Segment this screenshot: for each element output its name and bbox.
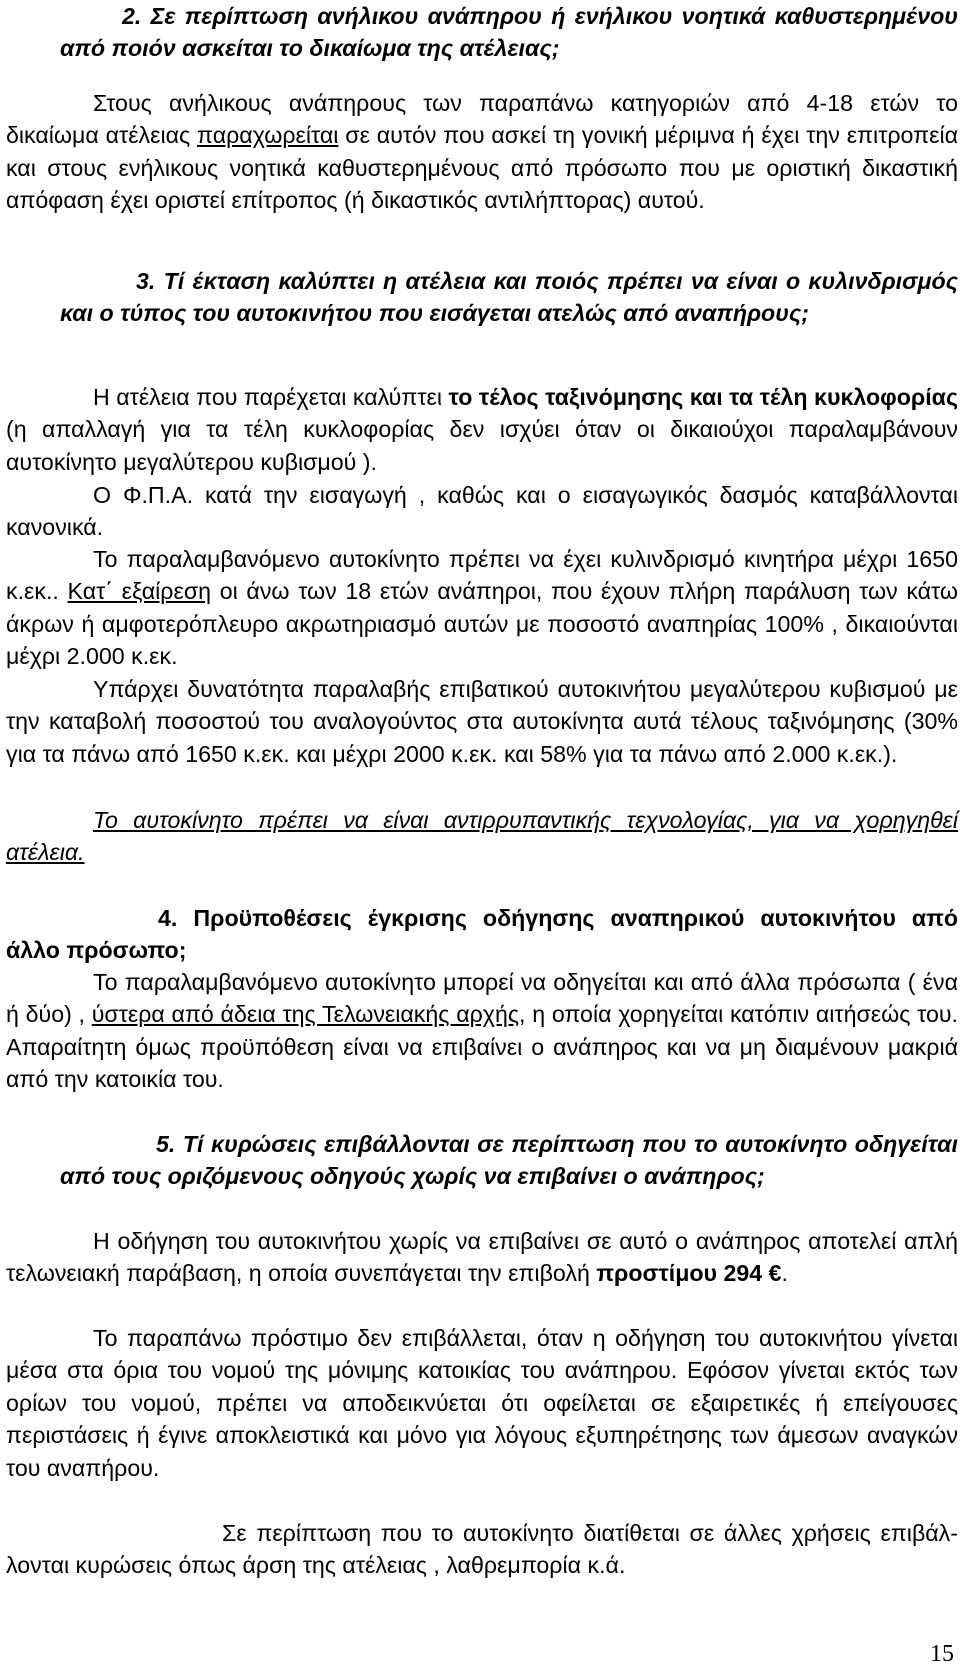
question-5-paragraph-1 [6,1225,958,1290]
question-3-paragraph-5: Το αυτοκίνητο πρέπει να είναι αντιρρυπαντικής τεχνολογίας, για να χορηγηθεί ατέλεια. [6,807,958,866]
question-3-paragraph-4: Υπάρχει δυνατότητα παραλαβής επιβατικού αυτοκινήτου μεγαλύτερου κυβισμού με την καταβολή ποσοστού του αναλογούντος στα αυτοκίνητα αυτά τέλους ταξινόμησης (30% για τα πάνω από 1650 κ.εκ. και μέχρι 2000 κ.εκ. και 58% για τα πάνω από 2.000 κ.εκ.). [6,676,958,767]
q4-text-1: Το παραλαμβανόμενο αυτοκίνητο μπορεί να οδηγείται και από άλλα πρόσωπα ( ένα ή δύο) , [6,969,958,1028]
q2-text-1: Στους ανήλικους ανάπηρους των παραπάνω κατηγοριών από 4-18 ετών το δικαίωμα ατέλειας [6,90,958,149]
question-2-answer [6,87,958,217]
q3-p3-text-1: Το παραλαμβανόμενο αυτοκίνητο πρέπει να έχει κυλινδρισμό κινητήρα μέχρι 1650 κ.εκ.. [6,546,958,605]
question-5-paragraph-2: Το παραπάνω πρόστιμο δεν επιβάλλεται, όταν η οδήγηση του αυτοκινήτου γίνεται μέσα στα όρια του νομού της μόνιμης κατοικίας του ανάπηρου. Εφόσον γίνεται εκτός των ορίων του νομού, πρέπει να αποδεικνύεται ότι οφείλεται σε εξαιρετικές ή επείγουσες περιστάσεις ή έγινε αποκλειστικά και μόνο για λόγους εξυπηρέτησης των άμεσων αναγκών του αναπήρου. [6,1325,958,1481]
q3-p1-text-1: Η ατέλεια που παρέχεται καλύπτει [93,384,449,410]
q5-p1-bold-text: προστίμου 294 € [596,1260,782,1287]
q2-text-2: σε αυτόν που ασκεί τη γονική μέριμνα ή έχει την επιτροπεία και στους ενήλικους νοητικά καθυστερημένους από πρόσωπο που με οριστική δικαστική απόφαση έχει οριστεί επίτροπος (ή δικαστικός αντιλήπτορας) αυτού. [6,122,958,214]
question-3-paragraph-3 [6,543,958,673]
question-5-paragraph-3: Σε περίπτωση που το αυτοκίνητο διατίθεται σε άλλες χρήσεις επιβάλ-λονται κυρώσεις όπως άρση της ατέλειας , λαθρεμπορία κ.ά. [6,1520,958,1579]
question-3-heading: 3. Τί έκταση καλύπτει η ατέλεια και ποιός πρέπει να είναι ο κυλινδρισμός και ο τύπος του αυτοκινήτου που εισάγεται ατελώς από αναπήρους; [60,268,958,327]
q5-p1-text-2: . [781,1260,788,1287]
question-4-answer [6,966,958,1096]
page-number: 15 [930,1641,954,1667]
q3-p1-text-2: (η απαλλαγή για τα τέλη κυκλοφορίας δεν ισχύει όταν οι δικαιούχοι παραλαμβάνουν αυτοκίνητο μεγαλύτερου κυβισμού ). [6,416,958,475]
q2-underlined-text: παραχωρείται [197,122,339,149]
q3-p3-text-2: οι άνω των 18 ετών ανάπηροι, που έχουν πλήρη παράλυση των κάτω άκρων ή αμφοτερόπλευρο ακρωτηριασμό αυτών με ποσοστό αναπηρίας 100% , δικαιούνται μέχρι 2.000 κ.εκ. [6,578,958,670]
question-5-heading: 5. Τί κυρώσεις επιβάλλονται σε περίπτωση που το αυτοκίνητο οδηγείται από τους οριζόμενους οδηγούς χωρίς να επιβαίνει ο ανάπηρος; [60,1131,958,1190]
question-3-paragraph-2: Ο Φ.Π.Α. κατά την εισαγωγή , καθώς και ο εισαγωγικός δασμός καταβάλλονται κανονικά. [6,482,958,541]
q3-p3-underlined-text: Κατ΄ εξαίρεση [67,578,212,605]
q3-p1-bold-text: το τέλος ταξινόμησης και τα τέλη κυκλοφορίας [448,384,958,410]
q5-p1-text-1: Η οδήγηση του αυτοκινήτου χωρίς να επιβαίνει σε αυτό ο ανάπηρος αποτελεί απλή τελωνειακή παράβαση, η οποία συνεπάγεται την επιβολή [6,1228,958,1287]
question-3-paragraph-1 [6,381,958,478]
q4-underlined-text: ύστερα από άδεια της Τελωνειακής αρχής [91,1001,520,1028]
question-2-heading: 2. Σε περίπτωση ανήλικου ανάπηρου ή ενήλικου νοητικά καθυστερημένου από ποιόν ασκείται το δικαίωμα της ατέλειας; [60,3,958,62]
q4-text-2: , η οποία χορηγείται κατόπιν αιτήσεώς του. Απαραίτητη όμως προϋπόθεση είναι να επιβαίνει ο ανάπηρος και να μη διαμένουν μακριά από την κατοικία του. [6,1001,958,1093]
question-4-heading: 4. Προϋποθέσεις έγκρισης οδήγησης αναπηρικού αυτοκινήτου από άλλο πρόσωπο; [6,905,958,964]
